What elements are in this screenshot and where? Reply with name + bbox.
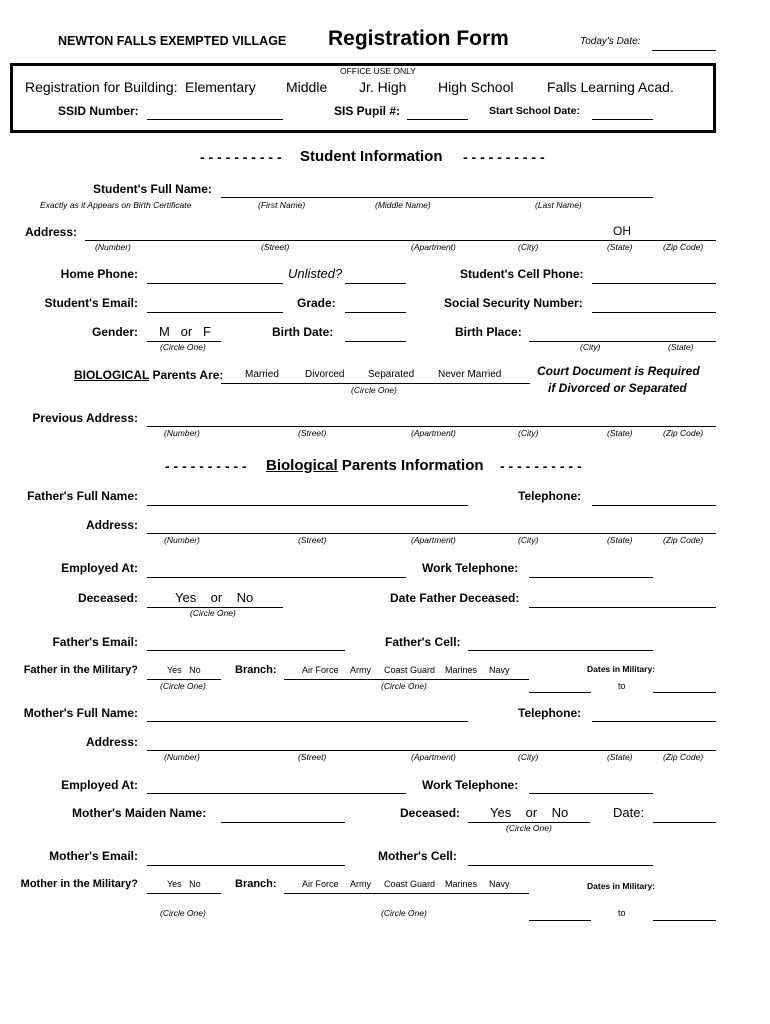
building-option-middle[interactable]: Middle	[286, 79, 328, 95]
student-cell-label: Student's Cell Phone:	[460, 267, 584, 281]
father-work-tel-label: Work Telephone:	[422, 561, 519, 575]
mother-work-tel-field[interactable]	[529, 793, 653, 794]
birth-place-state-caption: (State)	[668, 342, 694, 352]
mother-cell-field[interactable]	[468, 865, 653, 866]
addr-street-caption: (Street)	[261, 242, 290, 252]
addr-city-caption: (City)	[518, 242, 539, 252]
mother-dates-military-label: Dates in Military:	[587, 881, 656, 891]
father-deceased-date-label: Date Father Deceased:	[390, 591, 520, 605]
father-deceased-options[interactable]: Yes or No	[175, 590, 254, 605]
father-name-label: Father's Full Name:	[27, 489, 138, 503]
birth-date-field[interactable]	[345, 341, 406, 342]
father-email-label: Father's Email:	[52, 635, 138, 649]
father-telephone-label: Telephone:	[518, 489, 582, 503]
mother-deceased-date-field[interactable]	[653, 822, 716, 823]
student-address-field[interactable]	[85, 240, 716, 241]
sis-label: SIS Pupil #:	[334, 104, 401, 118]
mother-employed-label: Employed At:	[61, 778, 138, 792]
father-addr-zip-caption: (Zip Code)	[663, 535, 704, 545]
student-email-label: Student's Email:	[44, 296, 138, 310]
mother-addr-number-caption: (Number)	[164, 752, 200, 762]
mother-branch-navy[interactable]: Navy	[489, 879, 510, 889]
ssn-label: Social Security Number:	[444, 296, 583, 310]
father-telephone-field[interactable]	[592, 505, 716, 506]
addr-state-caption: (State)	[607, 242, 633, 252]
full-name-note: Exactly as it Appears on Birth Certificate	[40, 200, 192, 210]
father-military-underline	[147, 679, 221, 680]
todays-date-label: Today's Date:	[580, 36, 641, 47]
student-heading-dash-left: - - - - - - - - - -	[200, 149, 282, 165]
father-dates-military-label: Dates in Military:	[587, 664, 656, 674]
father-employed-label: Employed At:	[61, 561, 138, 575]
parents-heading-dash-right: - - - - - - - - - -	[500, 458, 582, 474]
mother-military-to: to	[618, 908, 626, 918]
father-address-field[interactable]	[147, 533, 716, 534]
mother-branch-army[interactable]: Army	[350, 879, 371, 889]
ssn-field[interactable]	[592, 312, 716, 313]
mother-work-tel-label: Work Telephone:	[422, 778, 519, 792]
mother-employed-field[interactable]	[147, 793, 406, 794]
student-cell-field[interactable]	[592, 283, 716, 284]
grade-field[interactable]	[345, 312, 406, 313]
mother-addr-city-caption: (City)	[518, 752, 539, 762]
mother-email-label: Mother's Email:	[49, 849, 138, 863]
mother-name-label: Mother's Full Name:	[23, 706, 138, 720]
father-address-label: Address:	[85, 518, 138, 532]
marital-divorced[interactable]: Divorced	[305, 369, 345, 380]
marital-circle-one: (Circle One)	[351, 385, 397, 395]
mother-branch-underline	[284, 893, 529, 894]
mother-military-circle-one: (Circle One)	[160, 908, 206, 918]
court-document-note-2: if Divorced or Separated	[548, 381, 687, 395]
mother-address-label: Address:	[85, 735, 138, 749]
building-label: Registration for Building:	[25, 79, 178, 95]
start-date-label: Start School Date:	[489, 105, 581, 117]
addr-apartment-caption: (Apartment)	[411, 242, 456, 252]
birth-date-label: Birth Date:	[272, 325, 334, 339]
mother-branch-circle-one: (Circle One)	[381, 908, 427, 918]
prev-addr-street-caption: (Street)	[298, 428, 327, 438]
mother-maiden-label: Mother's Maiden Name:	[72, 806, 207, 820]
mother-deceased-label: Deceased:	[400, 806, 461, 820]
marital-married[interactable]: Married	[245, 369, 279, 380]
mother-deceased-date-label: Date:	[613, 805, 645, 820]
mother-addr-street-caption: (Street)	[298, 752, 327, 762]
mother-telephone-field[interactable]	[592, 721, 716, 722]
mother-military-underline	[147, 893, 221, 894]
parents-heading-dash-left: - - - - - - - - - -	[165, 458, 247, 474]
state-value: OH	[613, 224, 631, 238]
prev-addr-apartment-caption: (Apartment)	[411, 428, 456, 438]
birth-place-city-caption: (City)	[580, 342, 601, 352]
previous-address-field[interactable]	[147, 426, 716, 427]
birth-place-label: Birth Place:	[455, 325, 522, 339]
parents-are-text: Parents Are:	[149, 368, 224, 382]
prev-addr-state-caption: (State)	[607, 428, 633, 438]
student-email-field[interactable]	[147, 312, 283, 313]
father-deceased-label: Deceased:	[77, 591, 138, 605]
father-addr-state-caption: (State)	[607, 535, 633, 545]
father-work-tel-field[interactable]	[529, 577, 653, 578]
father-military-circle-one: (Circle One)	[160, 681, 206, 691]
gender-label: Gender:	[91, 325, 138, 339]
mother-address-field[interactable]	[147, 750, 716, 751]
student-address-label: Address:	[25, 225, 78, 239]
mother-addr-apartment-caption: (Apartment)	[411, 752, 456, 762]
father-branch-army[interactable]: Army	[350, 665, 371, 675]
parents-heading-rest: Parents Information	[337, 457, 484, 474]
mother-name-field[interactable]	[147, 721, 468, 722]
court-document-note-1: Court Document is Required	[537, 364, 700, 378]
todays-date-field[interactable]	[652, 50, 716, 51]
father-branch-marines[interactable]: Marines	[445, 665, 478, 675]
mother-military-start-field[interactable]	[529, 920, 591, 921]
father-deceased-date-field[interactable]	[529, 607, 716, 608]
father-addr-apartment-caption: (Apartment)	[411, 535, 456, 545]
student-full-name-field[interactable]	[221, 197, 653, 198]
mother-military-options[interactable]: Yes No	[167, 879, 201, 889]
unlisted-field[interactable]	[345, 283, 406, 284]
mother-branch-marines[interactable]: Marines	[445, 879, 478, 889]
building-option-jr-high[interactable]: Jr. High	[359, 79, 407, 95]
prev-addr-zip-caption: (Zip Code)	[663, 428, 704, 438]
mother-email-field[interactable]	[147, 865, 345, 866]
home-phone-field[interactable]	[147, 283, 283, 284]
office-use-label: OFFICE USE ONLY	[340, 66, 416, 76]
prev-addr-number-caption: (Number)	[164, 428, 200, 438]
parents-heading-biological: Biological	[266, 457, 338, 474]
first-name-caption: (First Name)	[258, 200, 306, 210]
father-branch-label: Branch:	[235, 664, 277, 676]
ssid-label: SSID Number:	[58, 104, 139, 118]
marital-separated[interactable]: Separated	[368, 369, 415, 380]
father-military-start-field[interactable]	[529, 692, 591, 693]
form-title: Registration Form	[328, 27, 509, 50]
last-name-caption: (Last Name)	[535, 200, 582, 210]
father-cell-field[interactable]	[468, 650, 653, 651]
building-option-elementary[interactable]: Elementary	[185, 79, 256, 95]
previous-address-label: Previous Address:	[32, 411, 138, 425]
middle-name-caption: (Middle Name)	[375, 200, 431, 210]
father-branch-navy[interactable]: Navy	[489, 665, 510, 675]
addr-number-caption: (Number)	[95, 242, 131, 252]
father-cell-label: Father's Cell:	[385, 635, 461, 649]
father-employed-field[interactable]	[147, 577, 406, 578]
father-name-field[interactable]	[147, 505, 468, 506]
gender-circle-one: (Circle One)	[160, 342, 206, 352]
sis-field[interactable]	[407, 119, 468, 120]
gender-options[interactable]: M or F	[159, 324, 211, 339]
mother-branch-air-force[interactable]: Air Force	[302, 879, 339, 889]
prev-addr-city-caption: (City)	[518, 428, 539, 438]
start-date-field[interactable]	[592, 119, 653, 120]
marital-underline	[221, 383, 530, 384]
father-deceased-circle-one: (Circle One)	[190, 608, 236, 618]
father-military-end-field[interactable]	[653, 692, 716, 693]
marital-never-married[interactable]: Never Married	[438, 369, 502, 380]
father-military-options[interactable]: Yes No	[167, 665, 201, 675]
father-addr-city-caption: (City)	[518, 535, 539, 545]
mother-branch-coast-guard[interactable]: Coast Guard	[384, 879, 436, 889]
mother-deceased-circle-one: (Circle One)	[506, 823, 552, 833]
father-addr-street-caption: (Street)	[298, 535, 327, 545]
mother-military-label: Mother in the Military?	[20, 878, 138, 890]
ssid-field[interactable]	[147, 119, 283, 120]
mother-telephone-label: Telephone:	[518, 706, 582, 720]
mother-addr-zip-caption: (Zip Code)	[663, 752, 704, 762]
father-branch-coast-guard[interactable]: Coast Guard	[384, 665, 436, 675]
parents-section-heading	[266, 458, 484, 473]
father-email-field[interactable]	[147, 650, 345, 651]
biological-word: BIOLOGICAL	[74, 368, 150, 382]
district-name: NEWTON FALLS EXEMPTED VILLAGE	[58, 34, 287, 48]
father-military-to: to	[618, 681, 626, 691]
mother-branch-label: Branch:	[235, 878, 277, 890]
mother-military-end-field[interactable]	[653, 920, 716, 921]
student-heading-dash-right: - - - - - - - - - -	[463, 149, 545, 165]
father-military-label: Father in the Military?	[23, 664, 138, 676]
grade-label: Grade:	[297, 296, 336, 310]
mother-addr-state-caption: (State)	[607, 752, 633, 762]
home-phone-label: Home Phone:	[60, 267, 138, 281]
building-option-falls-learning[interactable]: Falls Learning Acad.	[547, 79, 674, 95]
biological-parents-label	[74, 369, 223, 381]
student-full-name-label: Student's Full Name:	[93, 182, 212, 196]
building-option-high-school[interactable]: High School	[438, 79, 514, 95]
father-branch-air-force[interactable]: Air Force	[302, 665, 339, 675]
mother-deceased-options[interactable]: Yes or No	[490, 805, 569, 820]
father-addr-number-caption: (Number)	[164, 535, 200, 545]
addr-zip-caption: (Zip Code)	[663, 242, 704, 252]
unlisted-label: Unlisted?	[288, 266, 343, 281]
father-branch-circle-one: (Circle One)	[381, 681, 427, 691]
mother-cell-label: Mother's Cell:	[378, 849, 457, 863]
student-section-heading: Student Information	[300, 148, 443, 165]
father-branch-underline	[284, 679, 529, 680]
mother-maiden-field[interactable]	[221, 822, 345, 823]
